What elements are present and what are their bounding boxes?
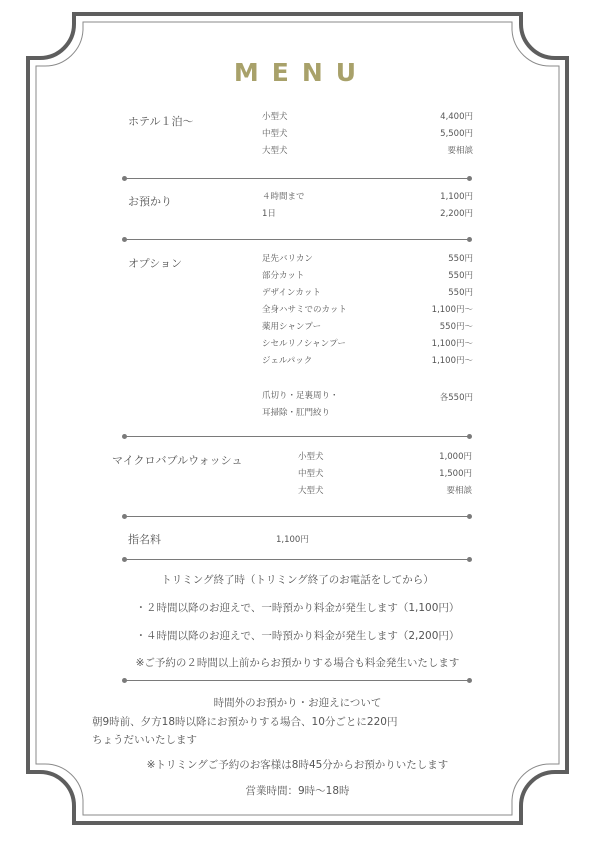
price-value: 2,200円 (440, 209, 473, 219)
list-item: 足先バリカン (262, 254, 313, 264)
price-value: 550円 (448, 288, 473, 298)
price-value: 1,100円〜 (431, 356, 473, 366)
list-item: 薬用シャンプー (262, 322, 322, 332)
list-item: 小型犬 (262, 112, 288, 122)
daycare-prices (353, 189, 473, 223)
price-value: 4,400円 (440, 112, 473, 122)
price-value: 1,100円〜 (431, 339, 473, 349)
hotel-label: ホテル１泊〜 (128, 115, 194, 128)
list-item: ４時間まで (262, 192, 305, 202)
options-label: オプション (128, 257, 183, 270)
business-hours: 営業時間：9時〜18時 (245, 785, 350, 797)
list-item: ジェルパック (262, 356, 313, 366)
options-extra (262, 388, 339, 422)
list-item: 耳掃除・肛門絞り (262, 408, 331, 418)
list-item: 中型犬 (298, 469, 324, 479)
price-value: 1,000円 (439, 452, 472, 462)
options-prices (353, 251, 473, 370)
trimming-line3: ※ご予約の２時間以上前からお預かりする場合も料金発生いたします (135, 657, 460, 669)
micro-label: マイクロバブルウォッシュ (112, 454, 243, 467)
after-hours-line2: ちょうだいいたします (92, 734, 197, 746)
hotel-items (262, 109, 288, 160)
price-value: 要相談 (446, 486, 472, 496)
options-items (262, 251, 347, 370)
price-value: 550円 (448, 254, 473, 264)
list-item: 大型犬 (298, 486, 324, 496)
options-extra-price: 各550円 (439, 393, 473, 403)
list-item: 1日 (262, 209, 276, 219)
after-hours-note: ※トリミングご予約のお客様は8時45分からお預かりいたします (146, 759, 449, 771)
section-divider (124, 239, 470, 240)
price-value: 1,500円 (439, 469, 472, 479)
price-value: 要相談 (447, 146, 473, 156)
nomination-label: 指名料 (128, 533, 161, 546)
trimming-line2: ・４時間以降のお迎えで、一時預かり料金が発生します（2,200円） (135, 630, 460, 642)
section-divider (124, 680, 470, 681)
price-value: 1,100円 (440, 192, 473, 202)
list-item: 爪切り・足裏周り・ (262, 391, 339, 401)
list-item: デザインカット (262, 288, 321, 298)
list-item: シセルリノシャンプー (262, 339, 346, 349)
hotel-prices (353, 109, 473, 160)
micro-prices (352, 449, 472, 500)
section-divider (124, 178, 470, 179)
list-item: 部分カット (262, 271, 305, 281)
trimming-line1: ・２時間以降のお迎えで、一時預かり料金が発生します（1,100円） (135, 602, 460, 614)
price-value: 5,500円 (440, 129, 473, 139)
micro-items (298, 449, 324, 500)
list-item: 中型犬 (262, 129, 288, 139)
list-item: 大型犬 (262, 146, 288, 156)
after-hours-header: 時間外のお預かり・お迎えについて (213, 697, 382, 709)
section-divider (124, 559, 470, 560)
after-hours-line1: 朝9時前、夕方18時以降にお預かりする場合、10分ごとに220円 (92, 716, 398, 728)
list-item: 全身ハサミでのカット (262, 305, 347, 315)
daycare-items (262, 189, 305, 223)
price-value: 550円 (448, 271, 473, 281)
daycare-label: お預かり (128, 195, 172, 208)
price-value: 550円〜 (439, 322, 473, 332)
list-item: 小型犬 (298, 452, 324, 462)
section-divider (124, 516, 470, 517)
nomination-price: 1,100円 (276, 535, 309, 545)
trimming-header: トリミング終了時（トリミング終了のお電話をしてから） (161, 574, 434, 586)
section-divider (124, 436, 470, 437)
menu-title: MENU (233, 58, 370, 87)
price-value: 1,100円〜 (431, 305, 473, 315)
